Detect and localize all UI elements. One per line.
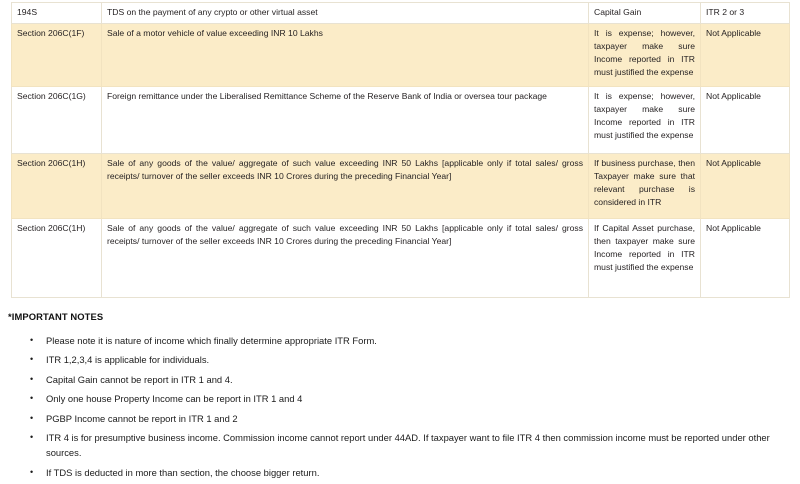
list-item (8, 465, 788, 480)
list-item-text: If TDS is deducted in more than section, the choose bigger return. (46, 466, 320, 478)
cell-nature: Sale of any goods of the value/ aggregate of such value exceeding INR 50 Lakhs [applicable only if total sales/ gross receipts/ turnover of the seller exceeds INR 10 Crores during the preceding Financial Year] (102, 219, 589, 298)
cell-treatment: Capital Gain (589, 3, 701, 24)
cell-nature: Sale of a motor vehicle of value exceeding INR 10 Lakhs (102, 24, 589, 87)
list-item-text: ITR 4 is for presumptive business income. Commission income cannot report under 44AD. If taxpayer want to file ITR 4 then commission income must be reported under other sources. (46, 432, 770, 459)
bullet-icon: • (30, 335, 34, 345)
cell-itr: Not Applicable (701, 24, 790, 87)
list-item (8, 430, 788, 460)
cell-section: Section 206C(1G) (12, 87, 102, 154)
list-item-text: ITR 1,2,3,4 is applicable for individuals. (46, 354, 210, 366)
bullet-icon: • (30, 393, 34, 404)
table-row (12, 24, 790, 87)
cell-section: 194S (12, 3, 102, 24)
list-item (8, 352, 788, 367)
table-row (12, 219, 790, 298)
notes-heading: *IMPORTANT NOTES (8, 311, 104, 322)
bullet-icon: • (30, 432, 34, 443)
cell-itr: Not Applicable (701, 154, 790, 219)
cell-section: Section 206C(1H) (12, 219, 102, 298)
table-row (12, 87, 790, 154)
table-row (12, 3, 790, 24)
cell-nature: TDS on the payment of any crypto or other virtual asset (102, 3, 589, 24)
bullet-icon: • (30, 373, 34, 384)
list-item-text: PGBP Income cannot be report in ITR 1 and 2 (46, 412, 238, 424)
table-body (12, 3, 790, 298)
cell-treatment: If business purchase, then Taxpayer make sure that relevant purchase is considered in ITR (589, 154, 701, 219)
cell-nature: Sale of any goods of the value/ aggregate of such value exceeding INR 50 Lakhs [applicable only if total sales/ gross receipts/ turnover of the seller exceeds INR 10 Crores during the preceding Financial Year] (102, 154, 589, 219)
cell-section: Section 206C(1H) (12, 154, 102, 219)
list-item-text: Please note it is nature of income which finally determine appropriate ITR Form. (46, 335, 377, 346)
list-item (8, 391, 788, 406)
important-notes-section (8, 311, 788, 484)
cell-treatment: It is expense; however, taxpayer make sure Income reported in ITR must justified the expense (589, 87, 701, 154)
cell-itr: ITR 2 or 3 (701, 3, 790, 24)
list-item (8, 411, 788, 426)
list-item (8, 333, 788, 348)
cell-nature: Foreign remittance under the Liberalised Remittance Scheme of the Reserve Bank of India or oversea tour package (102, 87, 589, 154)
list-item-text: Only one house Property Income can be report in ITR 1 and 4 (46, 393, 303, 405)
table-row (12, 154, 790, 219)
list-item (8, 372, 788, 387)
bullet-icon: • (30, 354, 34, 365)
cell-treatment: It is expense; however, taxpayer make sure Income reported in ITR must justified the expense (589, 24, 701, 87)
cell-treatment: If Capital Asset purchase, then taxpayer make sure Income reported in ITR must justified the expense (589, 219, 701, 298)
cell-section: Section 206C(1F) (12, 24, 102, 87)
notes-list (8, 333, 788, 480)
tds-sections-table (11, 2, 790, 298)
bullet-icon: • (30, 466, 34, 477)
cell-itr: Not Applicable (701, 87, 790, 154)
bullet-icon: • (30, 412, 34, 423)
list-item-text: Capital Gain cannot be report in ITR 1 and 4. (46, 373, 233, 385)
cell-itr: Not Applicable (701, 219, 790, 298)
